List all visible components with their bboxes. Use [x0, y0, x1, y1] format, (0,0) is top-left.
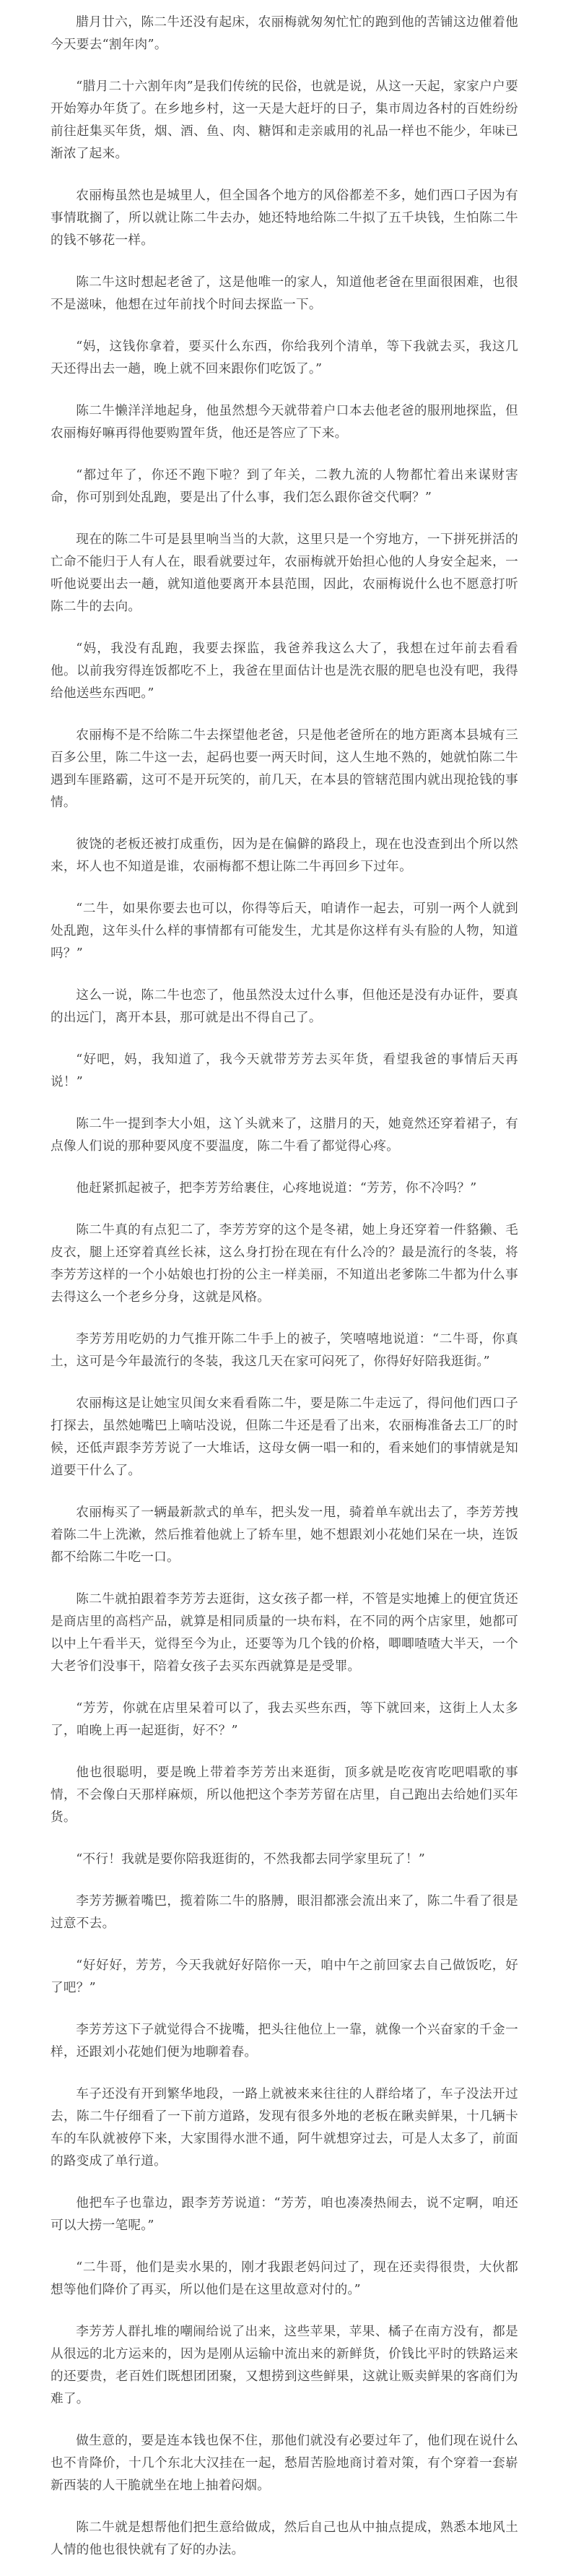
paragraph: 他也很聪明，要是晚上带着李芳芳出来逛街，顶多就是吃夜宵吃吧唱歌的事情，不会像白天那样麻烦，所以他把这个李芳芳留在店里，自己跑出去给她们买年货。 [51, 1765, 518, 1825]
paragraph: 陈二牛这时想起老爸了，这是他唯一的家人，知道他老爸在里面很困难，也很不是滋味，他想在过年前找个时间去探监一下。 [51, 275, 518, 312]
paragraph: 李芳芳这下子就觉得合不拢嘴，把头往他位上一靠，就像一个兴奋家的千金一样，还跟刘小花她们便为地聊着春。 [51, 2023, 518, 2059]
paragraph: “不行！我就是要你陪我逛街的，不然我都去同学家里玩了！” [76, 1852, 426, 1867]
paragraph: 彼饶的老板还被打成重伤，因为是在偏僻的路段上，现在也没查到出个所以然来，坏人也不知道是谁，农丽梅都不想让陈二牛再回乡下过年。 [51, 837, 518, 874]
paragraph: “妈，我没有乱跑，我要去探监，我爸养我这么大了，我想在过年前去看看他。以前我穷得连饭都吃不上，我爸在里面估计也是洗衣服的肥皂也没有吧，我得给他送些东西吧。” [51, 641, 518, 701]
paragraph: “妈，这钱你拿着，要买什么东西，你给我列个清单，等下我就去买，我这几天还得出去一趟，晚上就不回来跟你们吃饭了。” [51, 340, 518, 376]
paragraph: 李芳芳用吃奶的力气推开陈二牛手上的被子，笑嘻嘻地说道：“二牛哥，你真土，这可是今年最流行的冬装，我这几天在家可闷死了，你得好好陪我逛街。” [51, 1332, 518, 1369]
paragraph: 李芳芳人群扎堆的嘲闹给说了出来，这些苹果，苹果、橘子在南方没有，都是从很远的北方运来的，因为是刚从运输中流出来的新鲜货，价钱比平时的铁路运来的还要贵，老百姓们既想团团聚，又想捞到这些鲜果，这就让贩卖鲜果的客商们为难了。 [51, 2325, 518, 2406]
paragraph: 陈二牛真的有点犯二了，李芳芳穿的这个是冬裙，她上身还穿着一件貉獭、毛皮衣，腿上还穿着真丝长袜，这么身打扮在现在有什么冷的？最是流行的冬装，将李芳芳这样的一个小姑娘也打扮的公主一样美丽，不知道出老爹陈二牛都为什么事去得这么一个老乡分身，这就是风格。 [51, 1223, 518, 1305]
paragraph: “芳芳，你就在店里呆着可以了，我去买些东西，等下就回来，这街上人太多了，咱晚上再一起逛街，好不？” [51, 1701, 518, 1738]
paragraph: 农丽梅不是不给陈二牛去探望他老爸，只是他老爸所在的地方距离本县城有三百多公里，陈二牛这一去，起码也要一两天时间，这人生地不熟的，她就怕陈二牛遇到车匪路霸，这可不是开玩笑的，前几天，在本县的管辖范围内就出现抢钱的事情。 [51, 728, 518, 810]
paragraph: “好吧，妈，我知道了，我今天就带芳芳去买年货，看望我爸的事情后天再说！” [51, 1053, 518, 1089]
paragraph: 现在的陈二牛可是县里响当当的大款，这里只是一个穷地方，一下拼死拼活的亡命不能归于人有人在，眼看就要过年，农丽梅就开始担心他的人身安全起来，一听他说要出去一趟，就知道他要离开本县范围，因此，农丽梅说什么也不愿意打听陈二牛的去向。 [51, 532, 518, 614]
paragraph: 陈二牛就是想帮他们把生意给做成，然后自己也从中抽点提成，熟悉本地风土人情的他也很快就有了好的办法。 [51, 2520, 518, 2557]
paragraph: “二牛，如果你要去也可以，你得等后天，咱请作一起去，可别一两个人就到处乱跑，这年头什么样的事情都有可能发生，尤其是你这样有头有脸的人物，知道吗？” [51, 902, 518, 961]
paragraph: 他赶紧抓起被子，把李芳芳给裹住，心疼地说道：“芳芳，你不冷吗？” [76, 1181, 477, 1196]
paragraph: “二牛哥，他们是卖水果的，刚才我跟老妈问过了，现在还卖得很贵，大伙都想等他们降价了再买，所以他们是在这里故意对付的。” [51, 2260, 518, 2297]
paragraph: 做生意的，要是连本钱也保不住，那他们就没有必要过年了，他们现在说什么也不肯降价，十几个东北大汉挂在一起，愁眉苦脸地商讨着对策，有个穿着一套崭新西装的人干脆就坐在地上抽着闷烟。 [51, 2434, 518, 2493]
paragraph: “好好好，芳芳，今天我就好好陪你一天，咱中午之前回家去自己做饭吃，好了吧？” [51, 1958, 518, 1995]
paragraph: 李芳芳撅着嘴巴，揽着陈二牛的胳膊，眼泪都涨会流出来了，陈二牛看了很是过意不去。 [51, 1894, 518, 1931]
paragraph: 农丽梅买了一辆最新款式的单车，把头发一甩，骑着单车就出去了，李芳芳拽着陈二牛上洗漱，然后推着他就上了轿车里，她不想跟刘小花她们呆在一块，连饭都不给陈二牛吃一口。 [51, 1505, 518, 1565]
paragraph: 农丽梅虽然也是城里人，但全国各个地方的风俗都差不多，她们西口子因为有事情耽搁了，所以就让陈二牛去办，她还特地给陈二牛拟了五千块钱，生怕陈二牛的钱不够花一样。 [51, 189, 518, 248]
paragraph: 车子还没有开到繁华地段，一路上就被来来往往的人群给堵了，车子没法开过去，陈二牛仔细看了一下前方道路，发现有很多外地的老板在瞅卖鲜果，十几辆卡车的车队就被停下来，大家围得水泄不通，阿牛就想穿过去，可是人太多了，前面的路变成了单行道。 [51, 2087, 518, 2169]
paragraph: 他把车子也靠边，跟李芳芳说道：“芳芳，咱也凑凑热闹去，说不定啊，咱还可以大捞一笔呢。” [51, 2196, 518, 2233]
paragraph: “腊月二十六割年肉”是我们传统的民俗，也就是说，从这一天起，家家户户要开始筹办年货了。在乡地乡村，这一天是大赶圩的日子，集市周边各村的百姓纷纷前往赶集买年货，烟、酒、鱼、肉、糖饵和走亲戚用的礼品一样也不能少，年味已渐浓了起来。 [51, 79, 518, 161]
paragraph: 陈二牛就拍跟着李芳芳去逛街，这女孩子都一样，不管是实地摊上的便宜货还是商店里的高档产品，就算是相同质量的一块布料，在不同的两个店家里，她都可以中上午看半天，觉得至今为止，还要等为几个钱的价格，唧唧喳喳大半天，一个大老爷们没事干，陪着女孩子去买东西就算是是受罪。 [51, 1592, 518, 1674]
paragraph: 陈二牛懒洋洋地起身，他虽然想今天就带着户口本去他老爸的服刑地探监，但农丽梅好嘛再得他要购置年货，他还是答应了下来。 [51, 404, 518, 441]
paragraph: 陈二牛一提到李大小姐，这丫头就来了，这腊月的天，她竟然还穿着裙子，有点像人们说的那种要风度不要温度，陈二牛看了都觉得心疼。 [51, 1117, 518, 1154]
paragraph: “都过年了，你还不跑下啦？到了年关，二教九流的人物都忙着出来谋财害命，你可别到处乱跑，要是出了什么事，我们怎么跟你爸交代啊？” [51, 468, 518, 505]
paragraph: 腊月廿六，陈二牛还没有起床，农丽梅就匆匆忙忙的跑到他的苦铺这边催着他今天要去“割年肉”。 [51, 15, 518, 52]
paragraph: 这么一说，陈二牛也恋了，他虽然没太过什么事，但他还是没有办证件，要真的出远门，离开本县，那可就是出不得自己了。 [51, 988, 518, 1025]
paragraph: 农丽梅这是让她宝贝闺女来看看陈二牛，要是陈二牛走远了，得问他们西口子打探去，虽然她嘴巴上嘀咕没说，但陈二牛还是看了出来，农丽梅准备去工厂的时候，还低声跟李芳芳说了一大堆话，这母女俩一唱一和的，看来她们的事情就是知道要干什么了。 [51, 1396, 518, 1478]
